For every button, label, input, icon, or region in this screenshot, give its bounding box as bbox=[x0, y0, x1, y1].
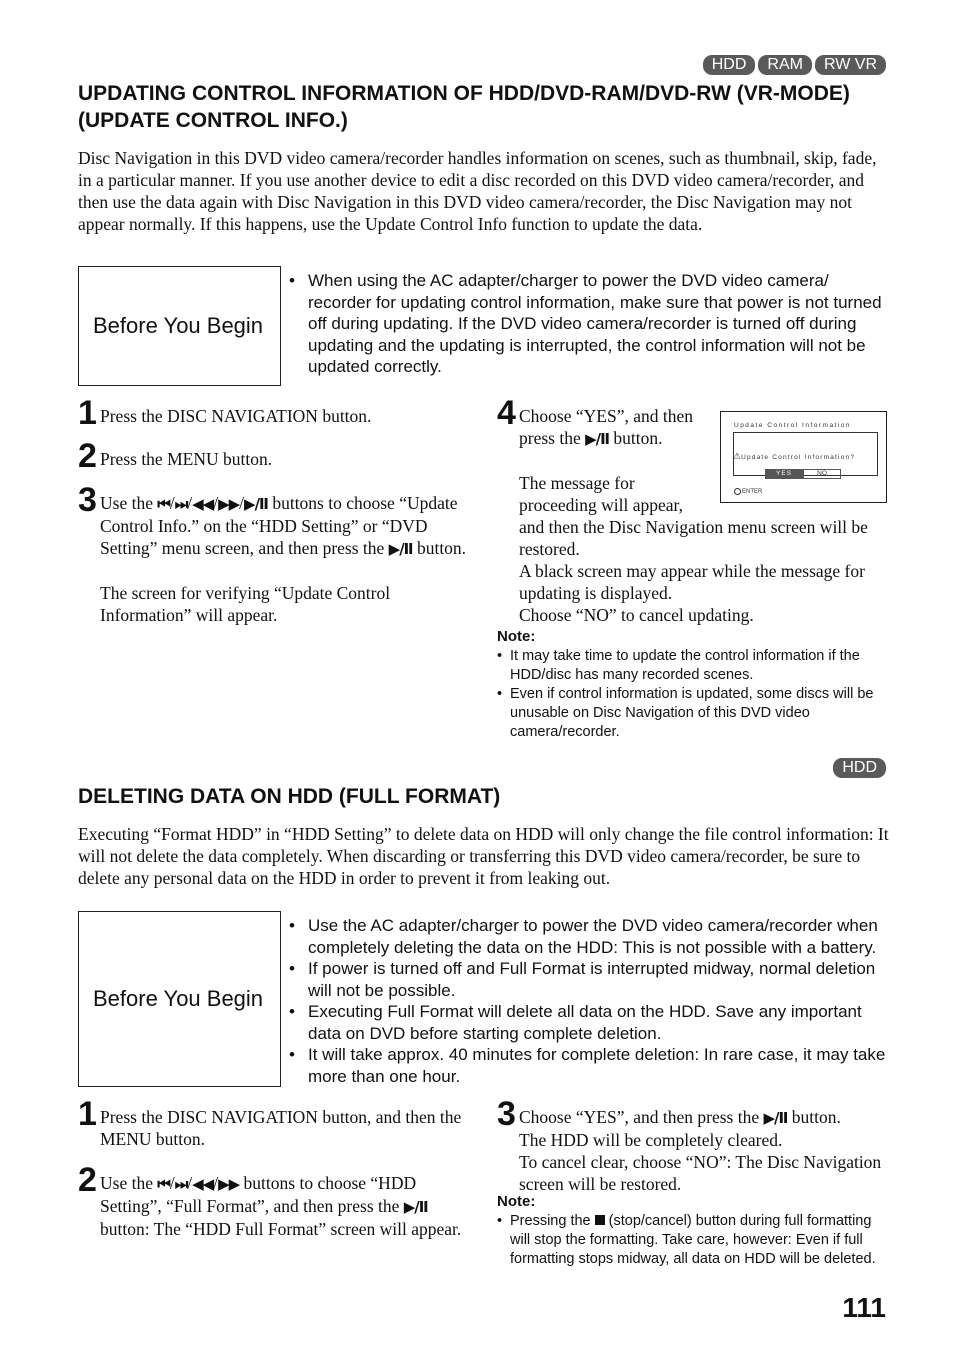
step-text: Press the DISC NAVIGATION button. bbox=[100, 406, 372, 426]
play-pause-icon: ▶/Ⅱ bbox=[388, 540, 413, 558]
format-step-2 bbox=[78, 1161, 470, 1240]
skip-forward-icon: ⏭ bbox=[174, 495, 188, 513]
notes-list-1 bbox=[497, 647, 889, 742]
list-item: • If power is turned off and Full Format is interrupted midway, normal deletion will not be possible. bbox=[286, 958, 888, 1001]
skip-back-icon: ⏮ bbox=[157, 495, 170, 513]
update-control-info-screen bbox=[720, 411, 887, 503]
list-item: • Pressing the (stop/cancel) button during full formatting will stop the formatting. Take care, however: Even if full formatting stops midway, all data on HDD will be deleted. bbox=[497, 1212, 889, 1269]
step-1 bbox=[78, 394, 470, 432]
play-pause-icon: ▶/Ⅱ bbox=[585, 430, 610, 448]
note-label: Note: bbox=[497, 628, 536, 645]
play-pause-icon: ▶/Ⅱ bbox=[763, 1109, 788, 1127]
step-text: Choose “YES”, and then press the ▶/Ⅱ button. bbox=[519, 406, 693, 448]
stop-icon bbox=[595, 1215, 605, 1225]
screen-yes-option: YES bbox=[765, 469, 803, 479]
page-number: 111 bbox=[842, 1292, 886, 1323]
badge-rw-vr: RW VR bbox=[815, 55, 886, 75]
step-note: The message for proceeding will appear, bbox=[519, 473, 684, 515]
step-number: 4 bbox=[497, 394, 516, 432]
skip-back-icon: ⏮ bbox=[157, 1175, 170, 1193]
list-item: • It will take approx. 40 minutes for complete deletion: In rare case, it may take more than one hour. bbox=[286, 1044, 888, 1087]
media-badges-mid bbox=[833, 758, 886, 778]
step-note: Choose “NO” to cancel updating. bbox=[519, 605, 754, 625]
before-you-begin-label: Before You Begin bbox=[93, 313, 264, 338]
before-you-begin-list-2 bbox=[286, 915, 888, 1087]
badge-hdd: HDD bbox=[833, 758, 886, 778]
list-item: • It may take time to update the control information if the HDD/disc has many recorded scenes. bbox=[497, 647, 889, 685]
play-pause-icon: ▶/Ⅱ bbox=[403, 1198, 428, 1216]
step-number: 3 bbox=[497, 1095, 516, 1133]
section2-title: DELETING DATA ON HDD (FULL FORMAT) bbox=[78, 785, 501, 808]
step-text: Press the DISC NAVIGATION button, and then the MENU button. bbox=[100, 1107, 462, 1149]
list-item: • Use the AC adapter/charger to power the DVD video camera/recorder when completely deleting the data on the HDD: This is not possible with a battery. bbox=[286, 915, 888, 958]
step-note: The screen for verifying “Update Control Information” will appear. bbox=[100, 583, 391, 625]
play-pause-icon: ▶/Ⅱ bbox=[244, 495, 268, 513]
step-number: 1 bbox=[78, 394, 97, 432]
screen-no-option: NO bbox=[803, 469, 841, 479]
step-number: 1 bbox=[78, 1095, 97, 1133]
step-note: and then the Disc Navigation menu screen will be restored. bbox=[519, 517, 868, 559]
media-badges-top bbox=[703, 55, 886, 75]
badge-hdd: HDD bbox=[703, 55, 756, 75]
screen-question: ⚠Update Control Information? bbox=[733, 451, 856, 461]
step-text: Press the MENU button. bbox=[100, 449, 273, 469]
before-you-begin-box-2 bbox=[78, 911, 281, 1087]
step-number: 3 bbox=[78, 481, 97, 519]
format-step-3 bbox=[497, 1095, 889, 1195]
badge-ram: RAM bbox=[758, 55, 812, 75]
step-number: 2 bbox=[78, 437, 97, 475]
step-3 bbox=[78, 481, 470, 626]
before-you-begin-label: Before You Begin bbox=[93, 986, 264, 1011]
rewind-icon: ◀◀ bbox=[192, 495, 214, 513]
section1-intro: Disc Navigation in this DVD video camera/recorder handles information on scenes, such as thumbnail, skip, fade, in a particular manner. If you use another device to edit a disc recorded on this DVD video camera/recorder, and then use the data again with Disc Navigation in this DVD video camera/recorder, the Disc Navigation may not appear normally. If this happens, use the Update Control Info function to update the data. bbox=[78, 148, 877, 234]
step-text: Use the ⏮/⏭/◀◀/▶▶ buttons to choose “HDD Setting”, “Full Format”, and then press the ▶/Ⅱ button: The “HDD Full Format” screen will appear. bbox=[100, 1173, 462, 1239]
skip-forward-icon: ⏭ bbox=[174, 1175, 188, 1193]
step-note: A black screen may appear while the message for updating is displayed. bbox=[519, 561, 865, 603]
screen-enter-hint: ENTER bbox=[734, 488, 762, 495]
step-2 bbox=[78, 437, 470, 475]
step-note: The HDD will be completely cleared. bbox=[519, 1130, 783, 1150]
list-item: • Executing Full Format will delete all data on the HDD. Save any important data on DVD before starting complete deletion. bbox=[286, 1001, 888, 1044]
section1-title: UPDATING CONTROL INFORMATION OF HDD/DVD-RAM/DVD-RW (VR-MODE) (UPDATE CONTROL INFO.) bbox=[78, 82, 850, 132]
enter-icon bbox=[734, 488, 741, 495]
screen-header: Update Control Information bbox=[734, 422, 852, 429]
list-item: • When using the AC adapter/charger to power the DVD video camera/ recorder for updating control information, make sure that power is not turned off during updating. If the DVD video camera/recorder is turned off during updating and the updating is interrupted, the control information will not be updated correctly. bbox=[286, 270, 886, 378]
format-step-1 bbox=[78, 1095, 470, 1150]
before-you-begin-box-1 bbox=[78, 266, 281, 386]
warning-icon: ⚠ bbox=[733, 451, 742, 461]
rewind-icon: ◀◀ bbox=[192, 1175, 214, 1193]
step-note: To cancel clear, choose “NO”: The Disc Navigation screen will be restored. bbox=[519, 1152, 882, 1194]
step-text: Use the ⏮/⏭/◀◀/▶▶/▶/Ⅱ buttons to choose “Update Control Info.” on the “HDD Setting” or “DVD Setting” menu screen, and then press the ▶/Ⅱ button. bbox=[100, 493, 467, 558]
notes-list-2 bbox=[497, 1212, 889, 1269]
fast-forward-icon: ▶▶ bbox=[218, 1175, 240, 1193]
list-item: • Even if control information is updated, some discs will be unusable on Disc Navigation of this DVD video camera/recorder. bbox=[497, 685, 889, 742]
note-label: Note: bbox=[497, 1193, 536, 1210]
step-number: 2 bbox=[78, 1161, 97, 1199]
fast-forward-icon: ▶▶ bbox=[218, 495, 240, 513]
step-text: Choose “YES”, and then press the ▶/Ⅱ button. bbox=[519, 1107, 841, 1127]
section2-intro: Executing “Format HDD” in “HDD Setting” to delete data on HDD will only change the file control information: It will not delete the data completely. When discarding or transferring this DVD video camera/recorder, be sure to delete any personal data on the HDD in order to prevent it from leaking out. bbox=[78, 824, 889, 888]
before-you-begin-list-1 bbox=[286, 270, 886, 378]
